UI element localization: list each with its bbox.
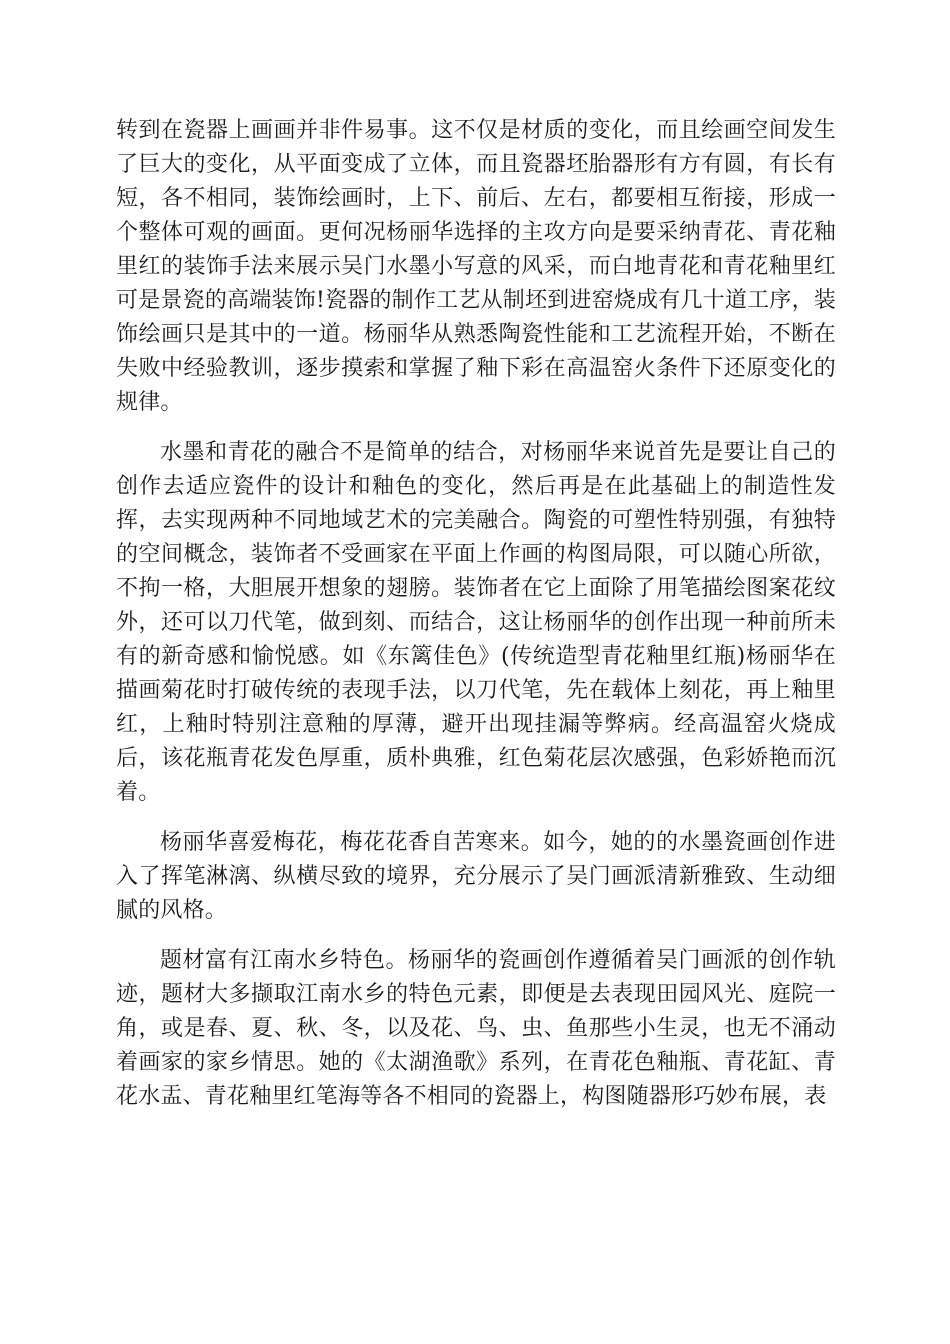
- paragraph-jiangnan-theme: 题材富有江南水乡特色。杨丽华的瓷画创作遵循着吴门画派的创作轨迹，题材大多撷取江南水乡的特色元素，即便是去表现田园风光、庭院一角，或是春、夏、秋、冬，以及花、鸟、虫、鱼那些小生灵，也无不涌动着画家的家乡情思。她的《太湖渔歌》系列，在青花色釉瓶、青花缸、青花水盂、青花釉里红笔海等各不相同的瓷器上，构图随器形巧妙布展，表: [116, 948, 836, 1109]
- paragraph-ink-and-blue: 水墨和青花的融合不是简单的结合，对杨丽华来说首先是要让自己的创作去适应瓷件的设计和釉色的变化，然后再是在此基础上的制造性发挥，去实现两种不同地域艺术的完美融合。陶瓷的可塑性特别强，有独特的空间概念，装饰者不受画家在平面上作画的构图局限，可以随心所欲，不拘一格，大胆展开想象的翅膀。装饰者在它上面除了用笔描绘图案花纹外，还可以刀代笔，做到刻、而结合，这让杨丽华的创作出现一种前所未有的新奇感和愉悦感。如《东篱佳色》(传统造型青花釉里红瓶)杨丽华在描画菊花时打破传统的表现手法，以刀代笔，先在载体上刻花，再上釉里红，上釉时特别注意釉的厚薄，避开出现挂漏等弊病。经高温窑火烧成后，该花瓶青花发色厚重，质朴典雅，红色菊花层次感强，色彩娇艳而沉着。: [116, 440, 836, 805]
- paragraph-plum-blossom: 杨丽华喜爱梅花，梅花花香自苦寒来。如今，她的的水墨瓷画创作进入了挥笔淋漓、纵横尽致的境界，充分展示了吴门画派清新雅致、生动细腻的风格。: [116, 830, 836, 923]
- document-page: [116, 114, 836, 1114]
- paragraph-continued: 转到在瓷器上画画并非件易事。这不仅是材质的变化，而且绘画空间发生了巨大的变化，从平面变成了立体，而且瓷器坯胎器形有方有圆，有长有短，各不相同，装饰绘画时，上下、前后、左右，都要相互衔接，形成一个整体可观的画面。更何况杨丽华选择的主攻方向是要采纳青花、青花釉里红的装饰手法来展示吴门水墨小写意的风采，而白地青花和青花釉里红可是景瓷的高端装饰!瓷器的制作工艺从制坯到进窑烧成有几十道工序，装饰绘画只是其中的一道。杨丽华从熟悉陶瓷性能和工艺流程开始，不断在失败中经验教训，逐步摸索和掌握了釉下彩在高温窑火条件下还原变化的规律。: [116, 118, 836, 415]
